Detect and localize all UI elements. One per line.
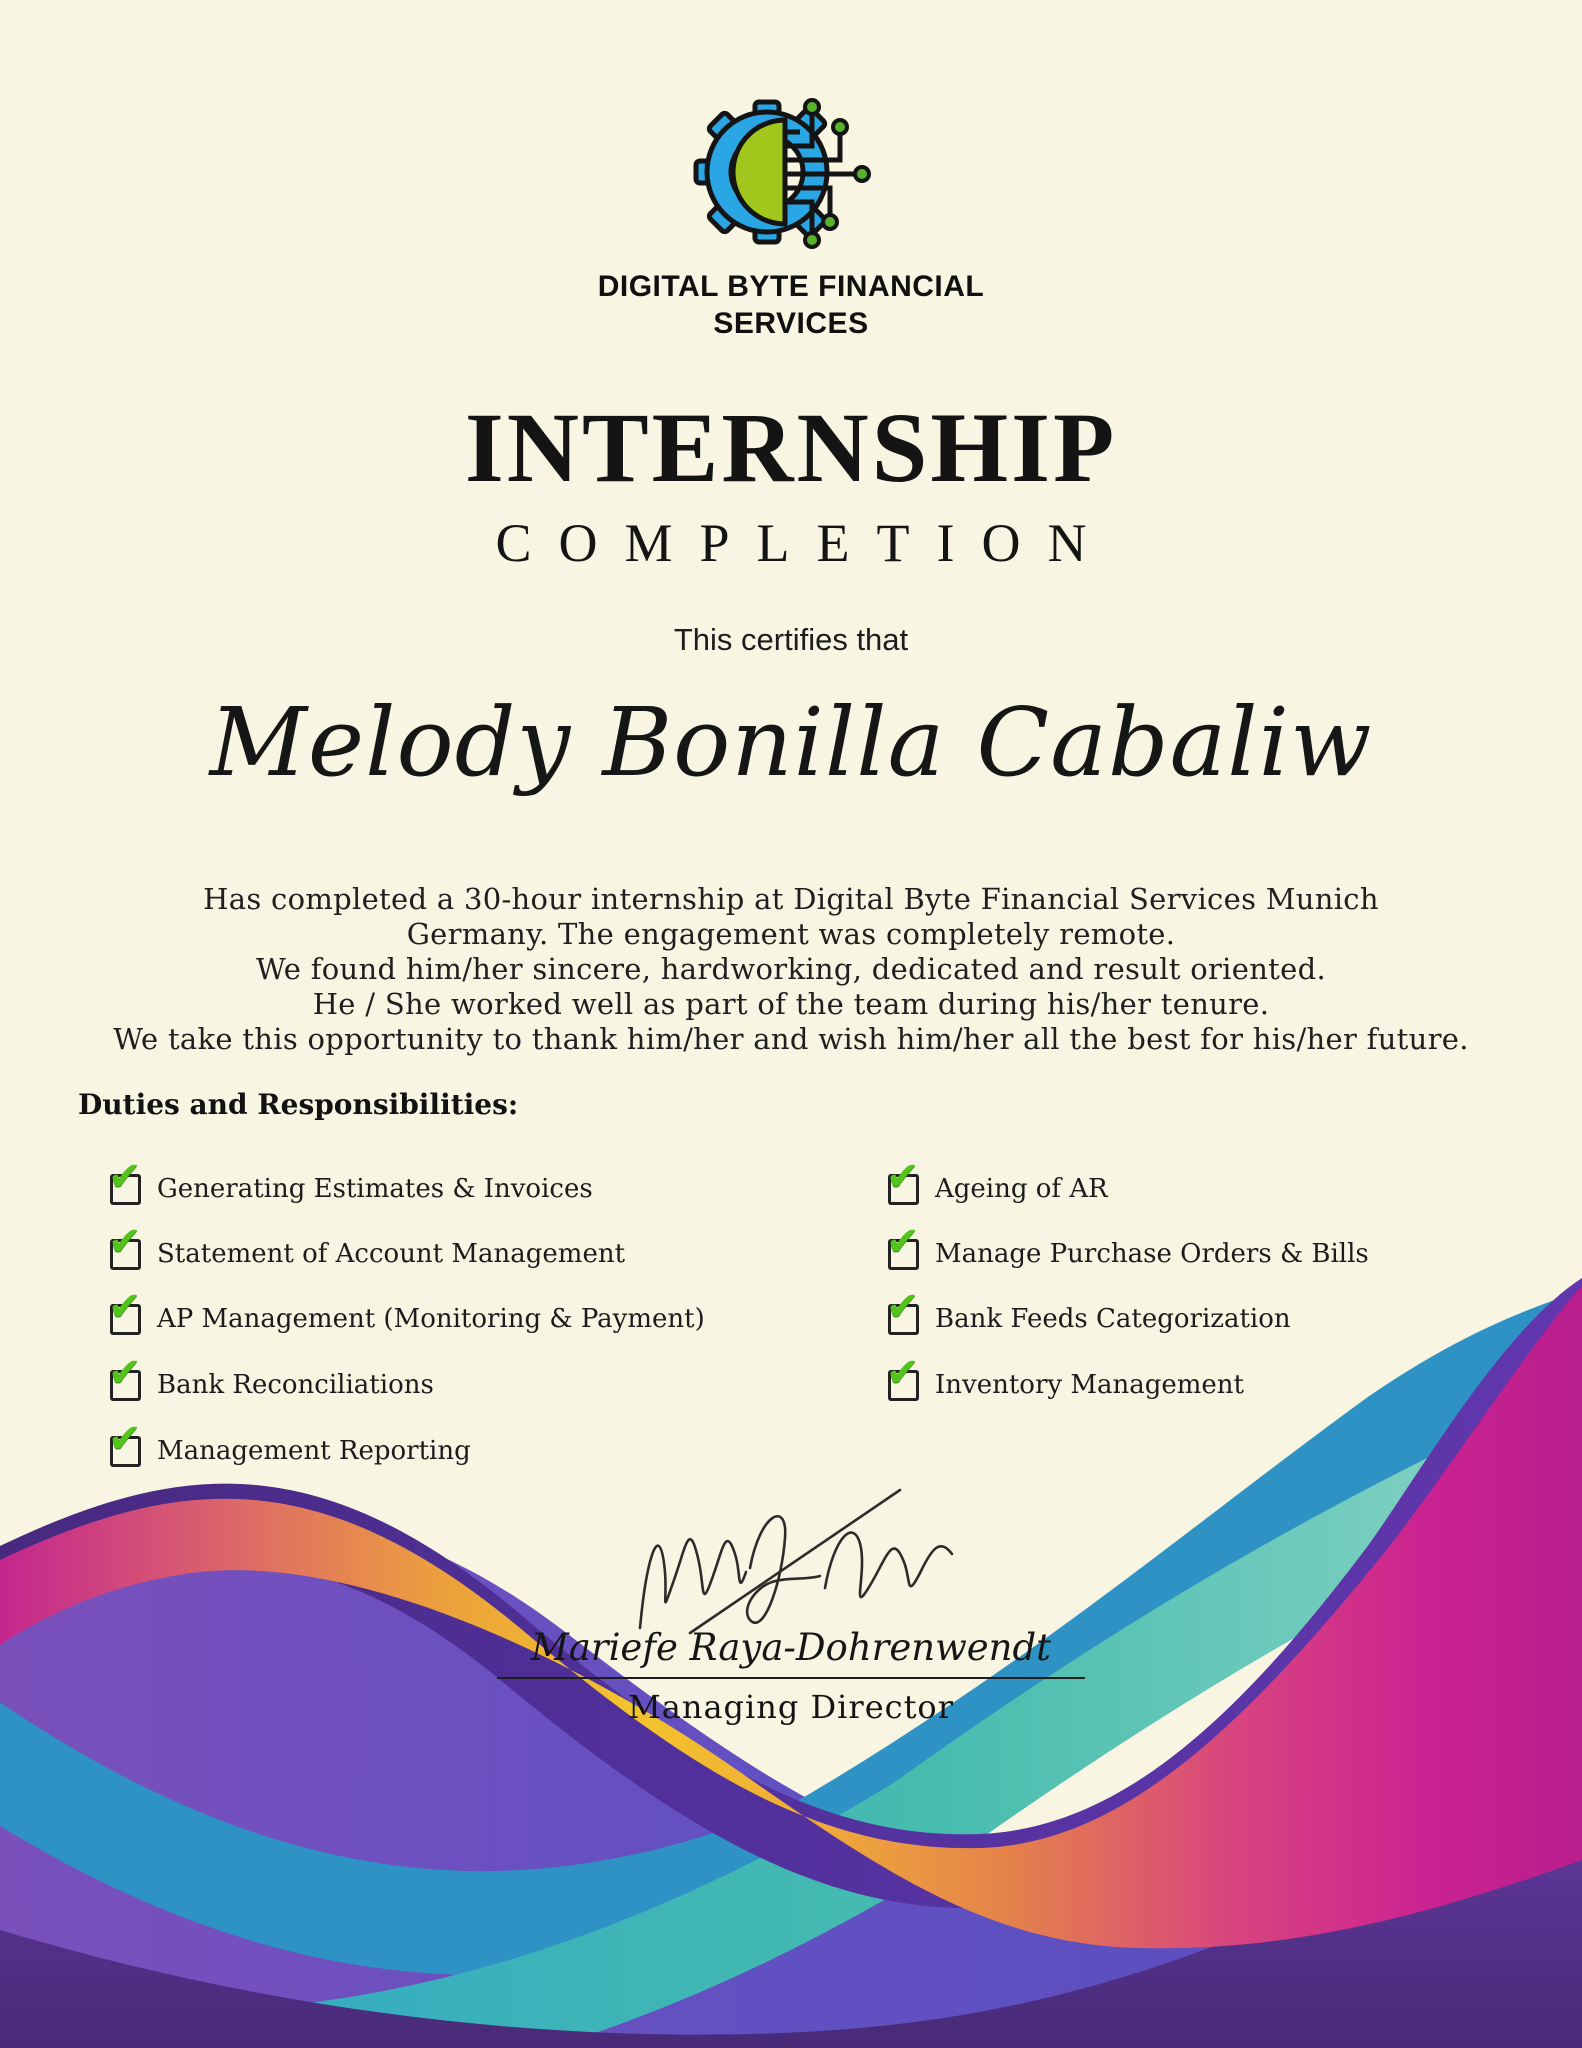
certify-line: This certifies that	[673, 622, 909, 657]
duty-item	[886, 1283, 1291, 1340]
check-icon: ✔	[108, 1415, 142, 1462]
signer-name	[0, 1626, 1582, 1679]
recipient-name: Melody Bonilla Cabaliw	[209, 688, 1373, 798]
duty-label: Ageing of AR	[935, 1174, 1108, 1204]
body-line: Has completed a 30-hour internship at Digital Byte Financial Services Munich	[203, 882, 1379, 916]
checkbox-icon	[108, 1283, 142, 1335]
duty-label: Generating Estimates & Invoices	[157, 1174, 593, 1204]
certificate-subtitle: COMPLETION	[495, 513, 1114, 573]
body-line: We found him/her sincere, hardworking, dedicated and result oriented.	[256, 952, 1326, 986]
check-icon: ✔	[108, 1218, 142, 1265]
checkbox-icon	[886, 1283, 920, 1335]
check-icon: ✔	[886, 1349, 920, 1396]
duty-label: Management Reporting	[157, 1436, 471, 1466]
duty-item	[108, 1153, 593, 1210]
check-icon: ✔	[108, 1283, 142, 1330]
brand-name	[0, 268, 1582, 342]
duty-item	[108, 1415, 471, 1472]
duty-label: AP Management (Monitoring & Payment)	[157, 1304, 705, 1334]
checkbox-icon	[886, 1349, 920, 1401]
duty-item	[108, 1283, 705, 1340]
duty-item	[886, 1153, 1108, 1210]
body-paragraph	[0, 882, 1582, 1057]
duty-label: Inventory Management	[935, 1370, 1244, 1400]
check-icon: ✔	[886, 1218, 920, 1265]
checkbox-icon	[886, 1218, 920, 1270]
brand-line1: DIGITAL BYTE FINANCIAL	[597, 270, 985, 303]
duty-item	[886, 1218, 1369, 1275]
gear-circuit-icon	[688, 82, 894, 264]
checkbox-icon	[108, 1415, 142, 1467]
checkbox-icon	[108, 1349, 142, 1401]
duty-label: Manage Purchase Orders & Bills	[935, 1239, 1369, 1269]
body-line: We take this opportunity to thank him/her and wish him/her all the best for his/her future.	[113, 1022, 1469, 1056]
check-icon: ✔	[886, 1283, 920, 1330]
duty-label: Bank Reconciliations	[157, 1370, 434, 1400]
check-icon: ✔	[886, 1153, 920, 1200]
duty-item	[886, 1349, 1244, 1406]
check-icon: ✔	[108, 1349, 142, 1396]
body-line: He / She worked well as part of the team during his/her tenure.	[312, 987, 1270, 1021]
signer-role: Managing Director	[628, 1688, 954, 1726]
signature-scribble	[610, 1468, 970, 1643]
checkbox-icon	[108, 1153, 142, 1205]
certificate-title: INTERNSHIP	[464, 392, 1118, 503]
duties-heading: Duties and Responsibilities:	[78, 1088, 519, 1121]
duty-label: Statement of Account Management	[157, 1239, 626, 1269]
signer-name-text: Mariefe Raya-Dohrenwendt	[497, 1626, 1085, 1679]
body-line: Germany. The engagement was completely remote.	[406, 917, 1176, 951]
duty-item	[108, 1349, 434, 1406]
duty-label: Bank Feeds Categorization	[935, 1304, 1291, 1334]
checkbox-icon	[886, 1153, 920, 1205]
checkbox-icon	[108, 1218, 142, 1270]
brand-line2: SERVICES	[713, 307, 869, 340]
duty-item	[108, 1218, 626, 1275]
check-icon: ✔	[108, 1153, 142, 1200]
